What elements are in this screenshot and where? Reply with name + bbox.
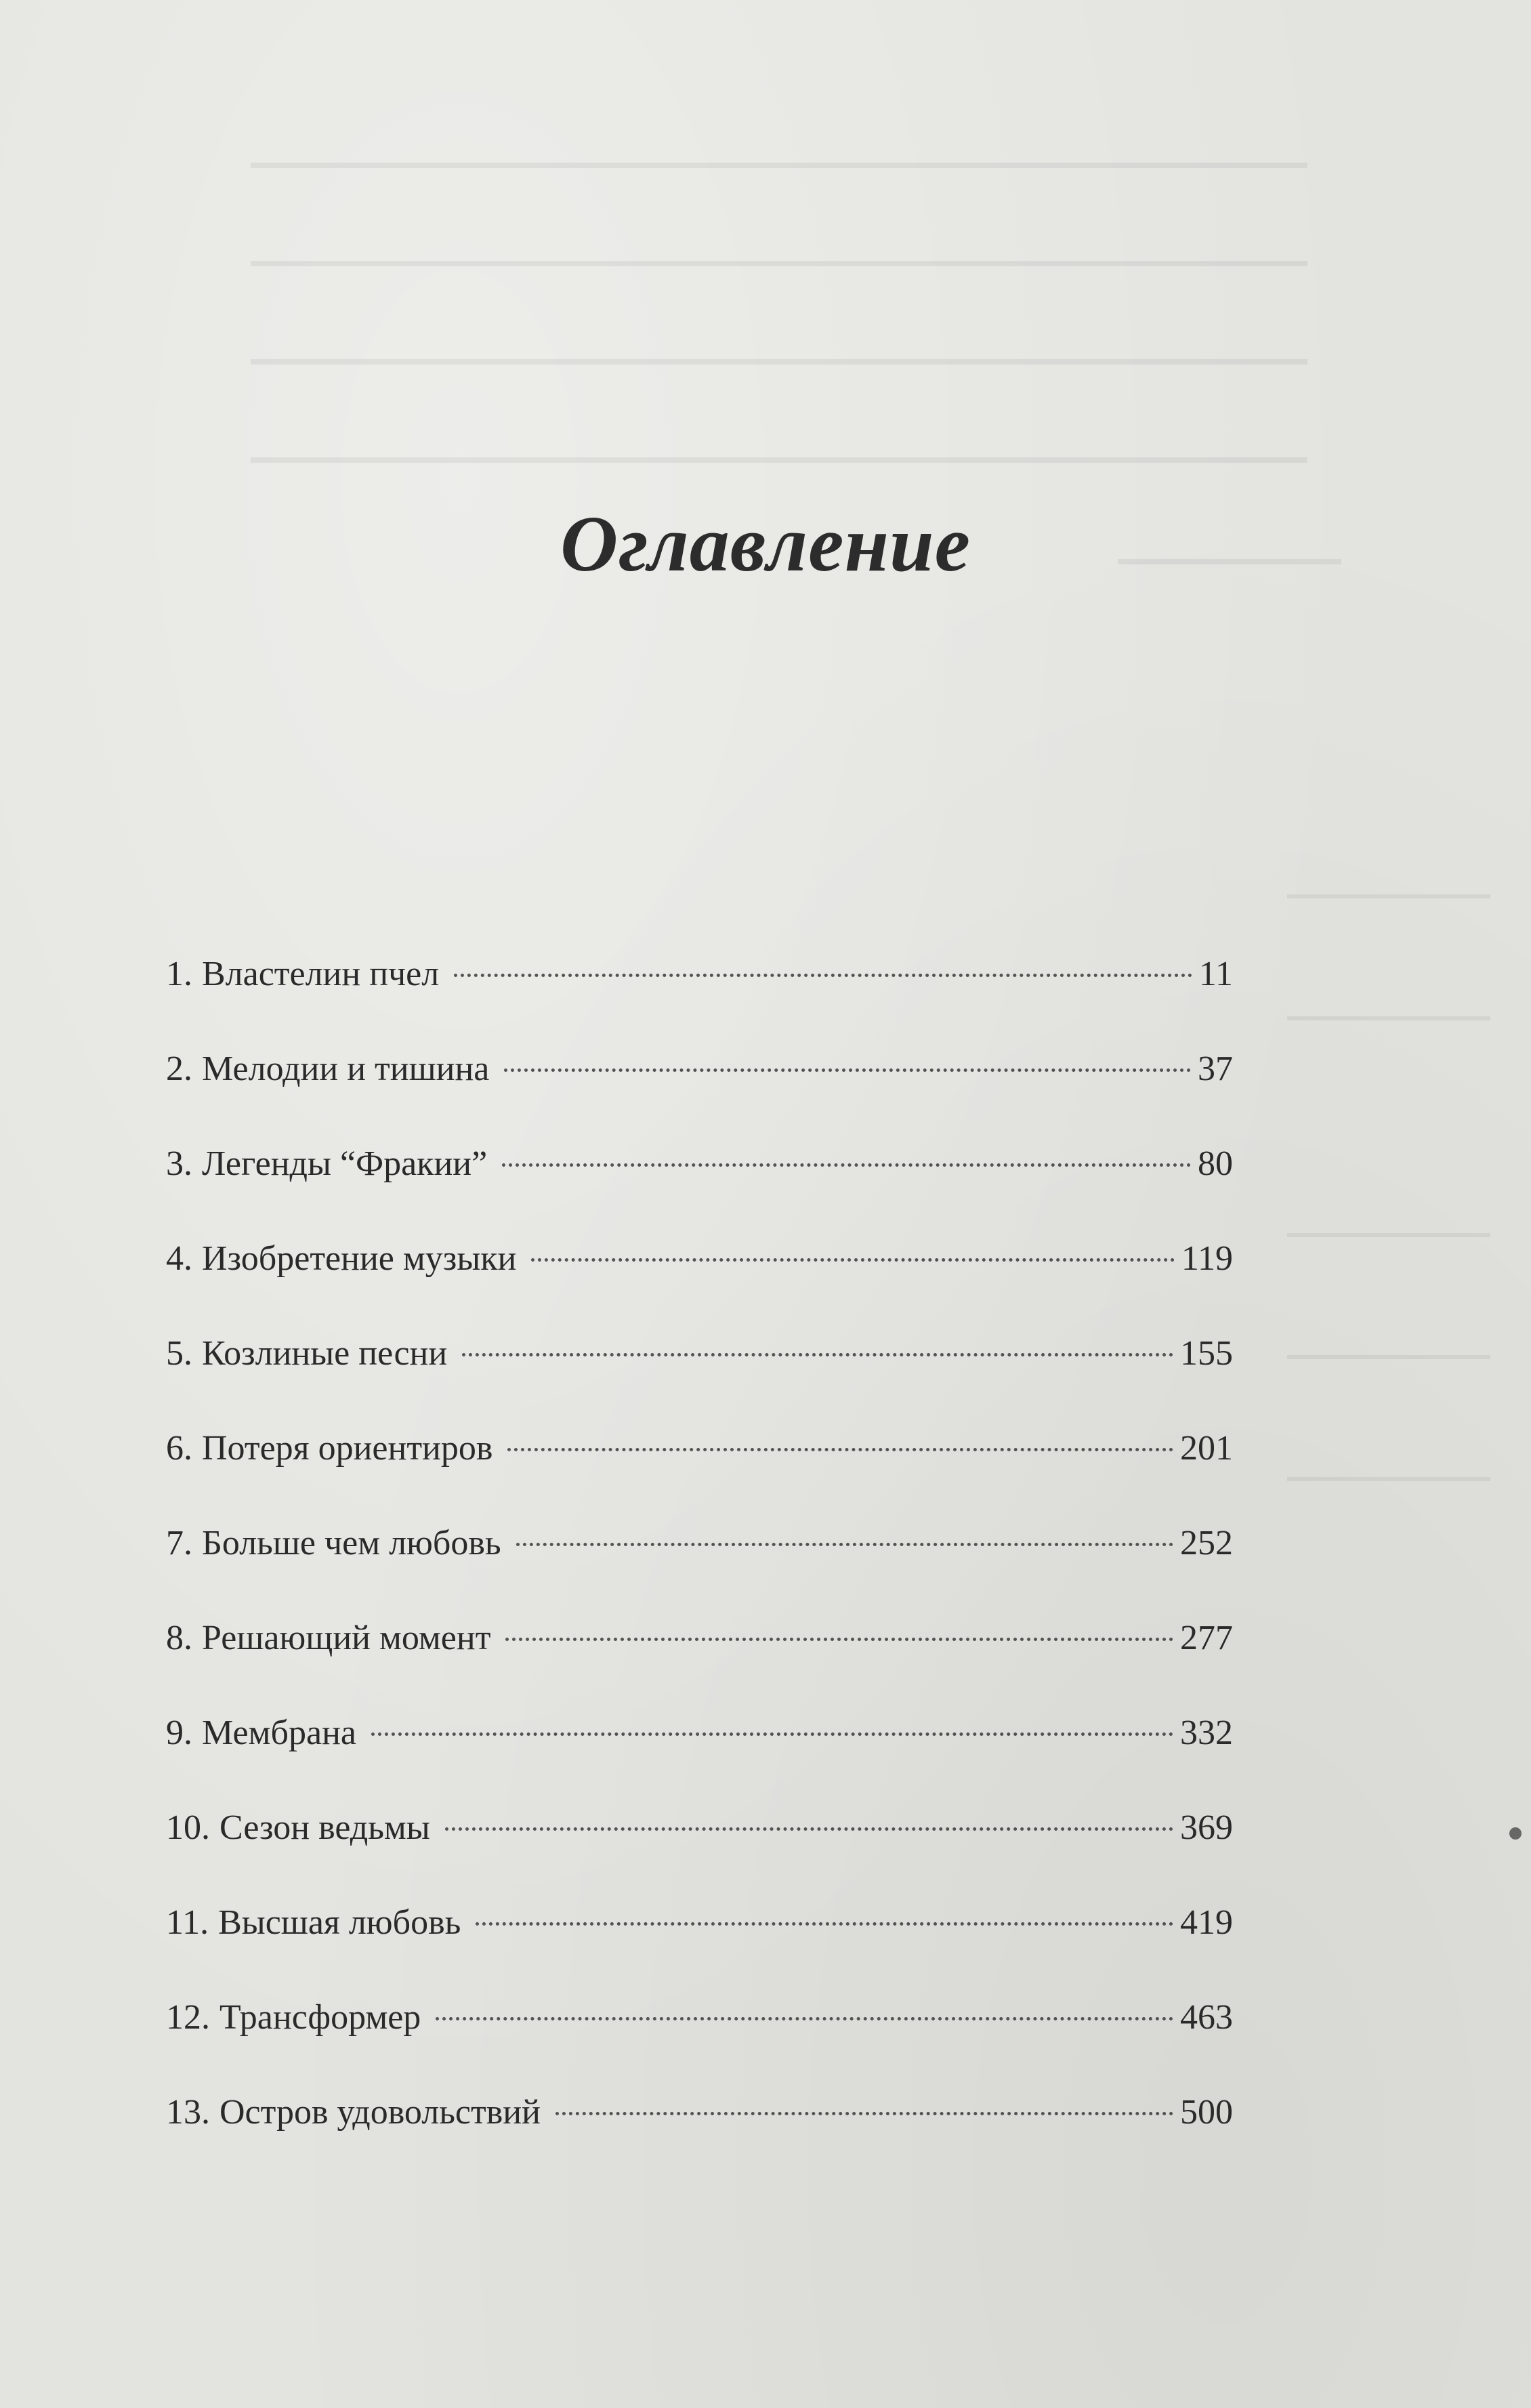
- toc-entry[interactable]: [166, 1618, 1233, 1713]
- dot-leader: [454, 974, 1192, 977]
- toc-entry[interactable]: [166, 1333, 1233, 1428]
- chapter-page-number: 37: [1198, 1050, 1233, 1088]
- chapter-page-number: 252: [1180, 1524, 1233, 1562]
- toc-entry[interactable]: [166, 2092, 1233, 2187]
- toc-entry[interactable]: [166, 1997, 1233, 2092]
- chapter-page-number: 11: [1198, 955, 1233, 993]
- chapter-title: Мелодии и тишина: [202, 1050, 490, 1088]
- chapter-number: 10.: [166, 1808, 210, 1847]
- chapter-title: Остров удовольствий: [219, 2093, 541, 2132]
- toc-entry[interactable]: [166, 1144, 1233, 1239]
- dot-leader: [516, 1543, 1173, 1546]
- dot-leader: [504, 1068, 1191, 1072]
- paper-speck: [1509, 1827, 1522, 1840]
- chapter-number: 6.: [166, 1429, 192, 1468]
- page-title: Оглавление: [560, 499, 971, 588]
- chapter-page-number: 500: [1180, 2093, 1233, 2132]
- chapter-number: 8.: [166, 1619, 192, 1657]
- chapter-title: Мембрана: [202, 1714, 356, 1752]
- chapter-page-number: 419: [1180, 1903, 1233, 1942]
- dot-leader: [445, 1827, 1173, 1831]
- chapter-page-number: 369: [1180, 1808, 1233, 1847]
- chapter-page-number: 463: [1180, 1998, 1233, 2037]
- chapter-title: Трансформер: [219, 1998, 421, 2037]
- chapter-page-number: 80: [1198, 1144, 1233, 1183]
- chapter-number: 1.: [166, 955, 192, 993]
- chapter-title: Козлиные песни: [202, 1334, 448, 1373]
- toc-entry[interactable]: [166, 1808, 1233, 1903]
- chapter-title: Властелин пчел: [202, 955, 440, 993]
- chapter-number: 13.: [166, 2093, 210, 2132]
- dot-leader: [502, 1163, 1191, 1167]
- dot-leader: [507, 1448, 1173, 1451]
- chapter-number: 9.: [166, 1714, 192, 1752]
- chapter-page-number: 155: [1180, 1334, 1233, 1373]
- chapter-number: 12.: [166, 1998, 210, 2037]
- chapter-page-number: 277: [1180, 1619, 1233, 1657]
- toc-entry[interactable]: [166, 1049, 1233, 1144]
- dot-leader: [371, 1732, 1173, 1736]
- toc-entry[interactable]: [166, 1903, 1233, 1997]
- chapter-number: 2.: [166, 1050, 192, 1088]
- chapter-title: Больше чем любовь: [202, 1524, 501, 1562]
- chapter-page-number: 332: [1180, 1714, 1233, 1752]
- chapter-title: Высшая любовь: [218, 1903, 461, 1942]
- dot-leader: [555, 2112, 1173, 2115]
- chapter-title: Легенды “Фракии”: [202, 1144, 488, 1183]
- chapter-title: Решающий момент: [202, 1619, 491, 1657]
- toc-entry[interactable]: [166, 1523, 1233, 1618]
- chapter-title: Сезон ведьмы: [219, 1808, 430, 1847]
- chapter-page-number: 201: [1180, 1429, 1233, 1468]
- toc-entry[interactable]: [166, 954, 1233, 1049]
- toc-entry[interactable]: [166, 1239, 1233, 1333]
- dot-leader: [436, 2017, 1173, 2020]
- dot-leader: [476, 1922, 1173, 1926]
- dot-leader: [505, 1638, 1173, 1641]
- chapter-number: 4.: [166, 1239, 192, 1278]
- chapter-number: 11.: [166, 1903, 209, 1942]
- dot-leader: [462, 1353, 1173, 1356]
- chapter-number: 7.: [166, 1524, 192, 1562]
- toc-entry[interactable]: [166, 1713, 1233, 1808]
- chapter-title: Изобретение музыки: [202, 1239, 517, 1278]
- chapter-page-number: 119: [1181, 1239, 1233, 1278]
- chapter-number: 5.: [166, 1334, 192, 1373]
- chapter-number: 3.: [166, 1144, 192, 1183]
- table-of-contents: [166, 954, 1233, 2187]
- chapter-title: Потеря ориентиров: [202, 1429, 493, 1468]
- dot-leader: [531, 1258, 1175, 1262]
- toc-entry[interactable]: [166, 1428, 1233, 1523]
